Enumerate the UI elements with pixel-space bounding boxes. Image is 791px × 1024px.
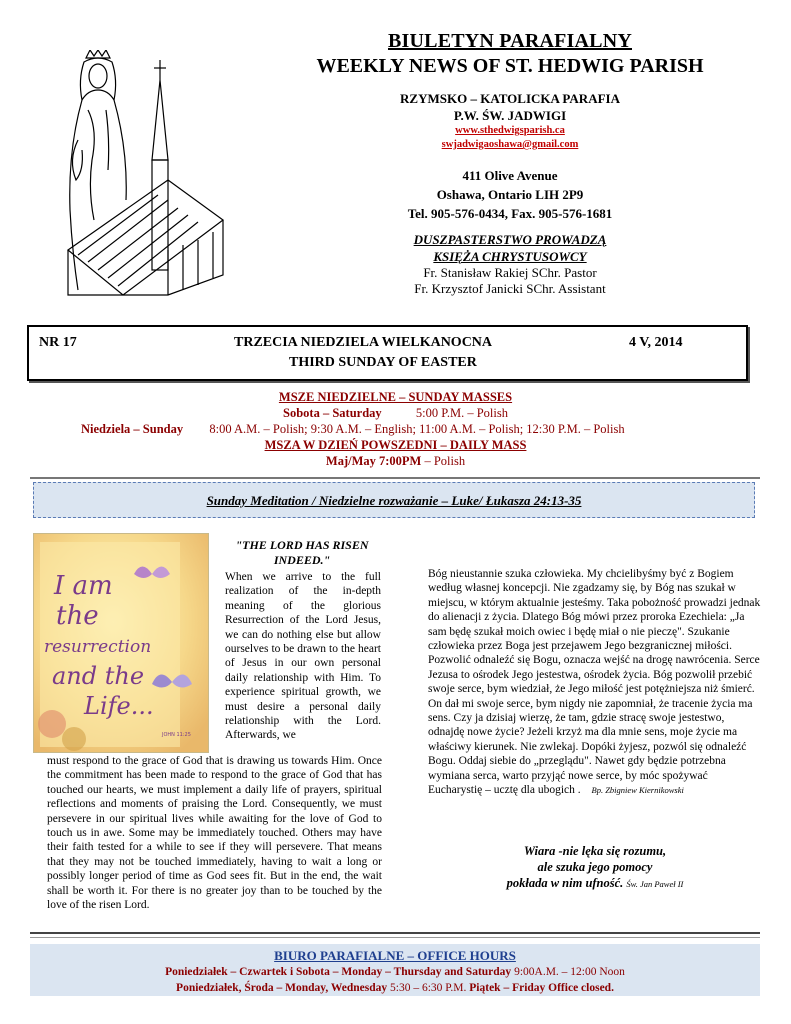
- polish-meditation: [428, 567, 762, 798]
- issue-title-pl: TRZECIA NIEDZIELA WIELKANOCNA: [234, 335, 493, 350]
- card-text-life: Life...: [84, 692, 154, 720]
- sunday-times: 8:00 A.M. – Polish; 9:30 A.M. – English; 11:00 A.M. – Polish; 12:30 P.M. – Polish: [209, 422, 625, 436]
- card-text-the: the: [56, 601, 99, 631]
- footer-divider: [30, 932, 760, 934]
- daily-row: [0, 453, 791, 469]
- resurrection-card-art: [34, 534, 209, 753]
- address-street: 411 Olive Avenue: [462, 168, 558, 183]
- pope-quote-line3: pokłada w nim ufność.: [506, 876, 624, 890]
- sunday-row: [0, 421, 791, 437]
- madonna-church-drawing: [48, 50, 238, 305]
- pope-quote-author: Św. Jan Paweł II: [626, 879, 684, 889]
- ministry-line1: DUSZPASTERSTWO PROWADZĄ: [413, 232, 607, 247]
- pope-quote: [470, 843, 720, 892]
- website-link[interactable]: www.sthedwigsparish.ca: [455, 125, 565, 136]
- meditation-heading: Sunday Meditation / Niedzielne rozważanie – Luke/ Łukasza 24:13-35: [206, 493, 582, 508]
- card-text-ref: JOHN 11:25: [162, 732, 191, 738]
- mass-schedule: [0, 389, 791, 469]
- issue-date: 4 V, 2014: [629, 335, 683, 350]
- issue-number: NR 17: [39, 335, 77, 350]
- meditation-heading-box: [33, 482, 755, 518]
- email-link[interactable]: swjadwigaoshawa@gmail.com: [441, 139, 579, 150]
- daily-mass-heading: MSZA W DZIEŃ POWSZEDNI – DAILY MASS: [264, 438, 527, 452]
- english-meditation-part2: must respond to the grace of God that is drawing us towards Him. Once the commitment has been made to respond to the grace of God that has touched our hearts, we must implement a daily life of prayers, spiritual reflections and moments of praising the Lord. Consequently, we must persevere in our spiritual lives while awaiting for the love of God to touch us in awe. Some may be immediately touched. Others may have their faith tested for a while to see if they will persevere. That means that they may not be touched immediately, having to wait a long or possibly longer period of time as God sees fit. But in the end, the wait shall be worth it. For there is no greater joy than to be touched by the love of the risen Lord.: [47, 755, 382, 912]
- pope-quote-line2: ale szuka jego pomocy: [537, 860, 653, 874]
- issue-title-en: THIRD SUNDAY OF EASTER: [289, 355, 477, 370]
- polish-meditation-text: Bóg nieustannie szuka człowieka. My chcielibyśmy być z Bogiem według własnej koncepcji. Nie zgadzamy się, by Bóg nas szukał w miejscu, w którym aktualnie jesteśmy. Taka pobożność prowadzi jednak do alienacji z życia. Dlatego Bóg mówi przez proroka Ezechiela: „Ja sam będę szukał moich owiec i będę miał o nie pieczę". Szukanie człowieka przez Boga jest przejawem Jego bezgranicznej miłości. Pozwolić odnaleźć się Bogu, oznacza wejść na drogę nawrócenia. Serce Jezusa to ośrodek Jego jestestwa, ośrodek życia. Bóg pozwolił przebić swoje serce, bym wiedział, że Jego miłość jest potężniejsza niż śmierć. On dał mi swoje serce, bym nigdy nie zapomniał, że tracenie życia ma sens. Czy ja dzisiaj wierzę, że tam, gdzie stracę swoje jestestwo, odnajdę nowe życie? Jeżeli krzyż ma dla mnie sens, moje życie ma właściwy kierunek. Nie zwlekaj. Dopóki żyjesz, pozwól się odnaleźć Bogu. Oddaj siebie do „przeglądu". Nawet gdy będzie potrzebna wymiana serca, warto przyjąć nowe serce, by móc spożywać Eucharystię – ucztę dla ubogich .: [428, 568, 761, 797]
- card-text-and-the: and the: [52, 662, 145, 690]
- office-hours-line2: [30, 980, 760, 996]
- ministry-line2: KSIĘŻA CHRYSTUSOWCY: [433, 249, 587, 264]
- bulletin-title-pl: BIULETYN PARAFIALNY: [387, 30, 632, 52]
- issue-info-box: [27, 325, 748, 381]
- sunday-masses-heading: MSZE NIEDZIELNE – SUNDAY MASSES: [278, 390, 513, 404]
- saturday-label: Sobota – Saturday: [283, 406, 382, 420]
- daily-label: Maj/May 7:00PM: [325, 454, 422, 468]
- phone-fax: Tel. 905-576-0434, Fax. 905-576-1681: [407, 206, 613, 221]
- sunday-label: Niedziela – Sunday: [81, 422, 184, 436]
- bulletin-header: [280, 30, 740, 297]
- footer-divider-thin: [30, 937, 760, 938]
- office-time-2: 5:30 – 6:30 P.M.: [387, 982, 467, 994]
- address-city: Oshawa, Ontario LIH 2P9: [436, 187, 584, 202]
- parish-name-line1: RZYMSKO – KATOLICKA PARAFIA: [400, 91, 620, 106]
- resurrection-card-image: [33, 533, 209, 753]
- bulletin-title-en: WEEKLY NEWS OF ST. HEDWIG PARISH: [316, 55, 704, 77]
- polish-meditation-author: Bp. Zbigniew Kiernikowski: [591, 785, 684, 796]
- pope-quote-line1: Wiara -nie lęka się rozumu,: [523, 844, 667, 858]
- saturday-row: [0, 405, 791, 421]
- office-hours-heading: BIURO PARAFIALNE – OFFICE HOURS: [274, 948, 516, 963]
- office-days-2: Poniedziałek, Środa – Monday, Wednesday: [176, 982, 388, 994]
- office-closed-friday: Piątek – Friday Office closed.: [466, 982, 614, 994]
- office-hours-line1: [30, 964, 760, 980]
- parish-name-line2: P.W. ŚW. JADWIGI: [453, 108, 567, 123]
- meditation-quote-title: "THE LORD HAS RISEN INDEED.": [235, 538, 369, 567]
- english-meditation-part1: When we arrive to the full realization of the in-depth meaning of the glorious Resurrection of the Lord Jesus, we can do nothing else but allow ourselves to be drawn to the heart of Jesus in our own personal daily relationship with Him. To experience spiritual growth, we must desire a personal daily relationship with the Lord. Afterwards, we: [225, 571, 381, 742]
- office-time-1: 9:00A.M. – 12:00 Noon: [511, 966, 625, 978]
- office-hours-box: [30, 944, 760, 996]
- daily-times: – Polish: [421, 454, 466, 468]
- office-days-1: Poniedziałek – Czwartek i Sobota – Monday – Thursday and Saturday: [165, 966, 512, 978]
- card-text-resurrection: resurrection: [44, 637, 152, 657]
- section-divider: [30, 477, 760, 479]
- saturday-times: 5:00 P.M. – Polish: [415, 406, 508, 420]
- assistant-name: Fr. Krzysztof Janicki SChr. Assistant: [414, 281, 606, 296]
- parish-logo-illustration: [48, 50, 238, 305]
- pastor-name: Fr. Stanisław Rakiej SChr. Pastor: [423, 265, 597, 280]
- card-text-i-am: I am: [54, 571, 113, 601]
